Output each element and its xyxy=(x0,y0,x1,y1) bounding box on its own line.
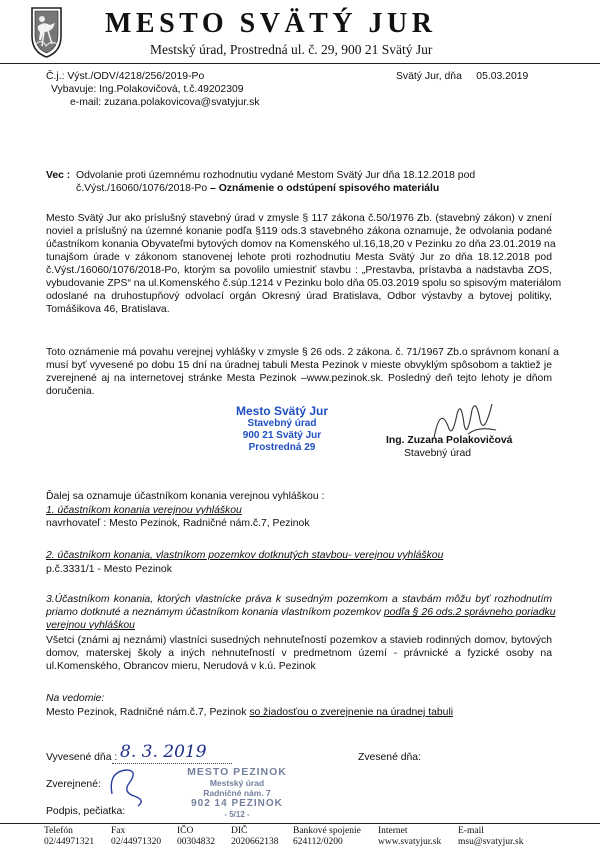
subject-line-2 xyxy=(76,182,439,195)
footer-label: Telefón xyxy=(44,826,73,836)
section-2-heading: 2. účastníkom konania, vlastníkom pozemkov dotknutých stavbou- verejnou vyhláškou xyxy=(46,550,444,561)
footer-divider xyxy=(0,823,600,824)
place-date xyxy=(396,70,528,83)
footer-col-dic xyxy=(231,826,279,848)
handwritten-initials-icon xyxy=(104,764,154,808)
paragraph-line: doručenia. xyxy=(46,386,95,397)
paragraph-line: zverejnené aj na internetovej stránke Mesta Pezinok –www.pezinok.sk. Posledný deň tejto lehoty je dňom xyxy=(46,373,552,384)
section-1-heading: 1. účastníkom konania verejnou vyhláškou xyxy=(46,505,242,516)
paragraph-line: účastníkom konania Obyvateľmi bytových domov na Komenského ul.16,18,20 v Pezinku zo dňa 23.01.2019 na xyxy=(46,239,556,250)
footer-label: E-mail xyxy=(458,826,484,836)
footer-value: 624112/0200 xyxy=(293,837,343,847)
footer-value: msu@svatyjur.sk xyxy=(458,837,524,847)
paragraph-line: Toto oznámenie má povahu verejnej vyhlášky v zmysle § 26 ods. 2 zákona. č. 71/1967 Zb.o správnom konaní a xyxy=(46,347,559,358)
footer-value: 02/44971320 xyxy=(111,837,162,847)
coat-of-arms-icon xyxy=(30,6,63,58)
city-title: MESTO SVÄTÝ JUR xyxy=(105,8,437,39)
paragraph-main xyxy=(46,212,562,316)
handler: Vybavuje: Ing.Polakovičová, t.č.49202309 xyxy=(51,84,244,95)
signatory-name: Ing. Zuzana Polakovičová xyxy=(386,435,513,446)
posted-date-handwritten: 8. 3. 2019 xyxy=(120,742,207,762)
pezinok-stamp-line: MESTO PEZINOK xyxy=(187,766,287,778)
footer-label: Bankové spojenie xyxy=(293,826,361,836)
section-3-line xyxy=(46,606,556,619)
footer-value: 02/44971321 xyxy=(44,837,95,847)
paragraph-line: odoslané na druhostupňový odvolací orgán Okresný úrad Bratislava, Odbor výstavby a bytovej politiky, xyxy=(46,291,552,302)
section-3-owner-line: Všetci (známi aj neznámi) vlastníci susedných nehnuteľností pozemkov a stavieb rodinných domov, bytových xyxy=(46,635,552,646)
subject-reference: č.Výst./16060/1076/2018-Po xyxy=(76,183,208,194)
header-divider xyxy=(0,63,600,64)
footer-col-phone xyxy=(44,826,94,848)
paragraph-line: tunajšom úrade v zákonom stanovenej lehote proti rozhodnutiu Mesta Svätý Jur zo dňa 18.12.2018 pod xyxy=(46,252,552,263)
footer-label: IČO xyxy=(177,826,194,836)
published-label: Zverejnené: xyxy=(46,779,101,790)
subject-line-1: Odvolanie proti územnému rozhodnutiu vydané Mestom Svätý Jur dňa 18.12.2018 pod xyxy=(76,170,476,181)
footer-label: Fax xyxy=(111,826,126,836)
section-2-text: p.č.3331/1 - Mesto Pezinok xyxy=(46,564,172,575)
paragraph-line: vybudovanie ZPS“ na ul.Komenského č.súp.1214 v Pezinku bolo dňa 05.03.2019 spolu so spisovým materiálom xyxy=(46,278,562,289)
footer-label: Internet xyxy=(378,826,408,836)
posted-label: Vyvesené dňa : xyxy=(46,752,118,763)
distribution-label: Na vedomie: xyxy=(46,693,105,704)
stamp-line: Prostredná 29 xyxy=(248,442,316,453)
paragraph-line: Mesto Svätý Jur ako príslušný stavebný úrad v zmysle § 117 zákona č.50/1976 Zb. (stavebný zákon) v znení xyxy=(46,213,552,224)
office-address: Mestský úrad, Prostredná ul. č. 29, 900 21 Svätý Jur xyxy=(150,42,433,57)
pezinok-stamp-line: 902 14 PEZINOK xyxy=(191,798,283,809)
footer-value: 00304832 xyxy=(177,837,215,847)
distribution-line xyxy=(46,706,453,719)
place-date-value: 05.03.2019 xyxy=(476,71,529,82)
pezinok-stamp-line: Mestský úrad xyxy=(209,778,265,788)
footer-col-internet xyxy=(378,826,441,848)
office-stamp xyxy=(212,404,352,454)
distribution-recipient: Mesto Pezinok, Radničné nám.č.7, Pezinok xyxy=(46,707,250,718)
removed-label: Zvesené dňa: xyxy=(358,752,421,763)
stamp-line: Mesto Svätý Jur xyxy=(235,404,329,418)
stamp-line: 900 21 Svätý Jur xyxy=(242,430,322,441)
distribution-request: so žiadosťou o zverejnenie na úradnej tabuli xyxy=(249,707,454,718)
section-3-heading xyxy=(46,593,556,632)
section-1-text: navrhovateľ : Mesto Pezinok, Radničné nám.č.7, Pezinok xyxy=(46,518,310,529)
footer-value: 2020662138 xyxy=(231,837,279,847)
reference-number: Č.j.: Výst./ODV/4218/256/2019-Po xyxy=(46,71,205,82)
section-3-owner-line: ul.Komenského, Obrancov mieru, Nerudová v k.ú. Pezinok xyxy=(46,661,316,672)
paragraph-line: musí byť vyvesené po dobu 15 dní na úradnej tabuli Mesta Pezinok v mieste obvyklým spôsobom a taktiež je xyxy=(46,360,552,371)
signatory-role: Stavebný úrad xyxy=(404,448,472,459)
subject-label: Vec : xyxy=(46,170,71,181)
signature-stamp-label: Podpis, pečiatka: xyxy=(46,806,126,817)
paragraph-line: č.Výst./16060/1076/2018-Po, ktorým sa povolilo umiestniť stavbu : „Prestavba, prístavba a nadstavba ZOS, xyxy=(46,265,552,276)
paragraph-line: Tomášikova 46, Bratislava. xyxy=(46,304,170,315)
footer-value: www.svatyjur.sk xyxy=(378,837,442,847)
paragraph-line: noviel a príslušný na územné konanie podľa §119 ods.3 stavebného zákona oznamuje, že odvolania podané xyxy=(46,226,552,237)
section-3-law: podľa § 26 ods.2 správneho poriadku xyxy=(383,607,556,618)
footer-col-bank xyxy=(293,826,361,848)
section-3-text-block xyxy=(46,634,552,673)
subject-heading: – Oznámenie o odstúpení spisového materiálu xyxy=(207,183,440,194)
section-3-text: priamo dotknuté a neznámym účastníkom konania vlastníkom pozemkov xyxy=(46,607,384,618)
section-3-line: 3.Účastníkom konania, ktorých vlastnícke práva k susedným pozemkom a stavbám môžu byť rozhodnutím xyxy=(46,594,552,605)
pezinok-stamp-line: Radničné nám. 7 xyxy=(203,788,271,798)
place-date-label: Svätý Jur, dňa xyxy=(396,71,462,82)
footer-col-email xyxy=(458,826,524,848)
paragraph-notice xyxy=(46,346,559,398)
footer-col-fax xyxy=(111,826,161,848)
handler-email: e-mail: zuzana.polakovicova@svatyjur.sk xyxy=(70,97,260,108)
stamp-line: Stavebný úrad xyxy=(247,418,317,429)
section-3-owner-line: domov, materskej školy a iných nehnuteľností v predmetnom území - právnické a fyzické osoby na xyxy=(46,648,552,659)
pezinok-stamp xyxy=(176,766,298,822)
section-3-line: verejnou vyhláškou xyxy=(46,620,135,631)
footer-col-ico xyxy=(177,826,215,848)
pezinok-stamp-line: - 5/12 - xyxy=(224,810,250,819)
footer-label: DIČ xyxy=(231,826,248,836)
notice-intro: Ďalej sa oznamuje účastníkom konania verejnou vyhláškou : xyxy=(46,491,325,502)
